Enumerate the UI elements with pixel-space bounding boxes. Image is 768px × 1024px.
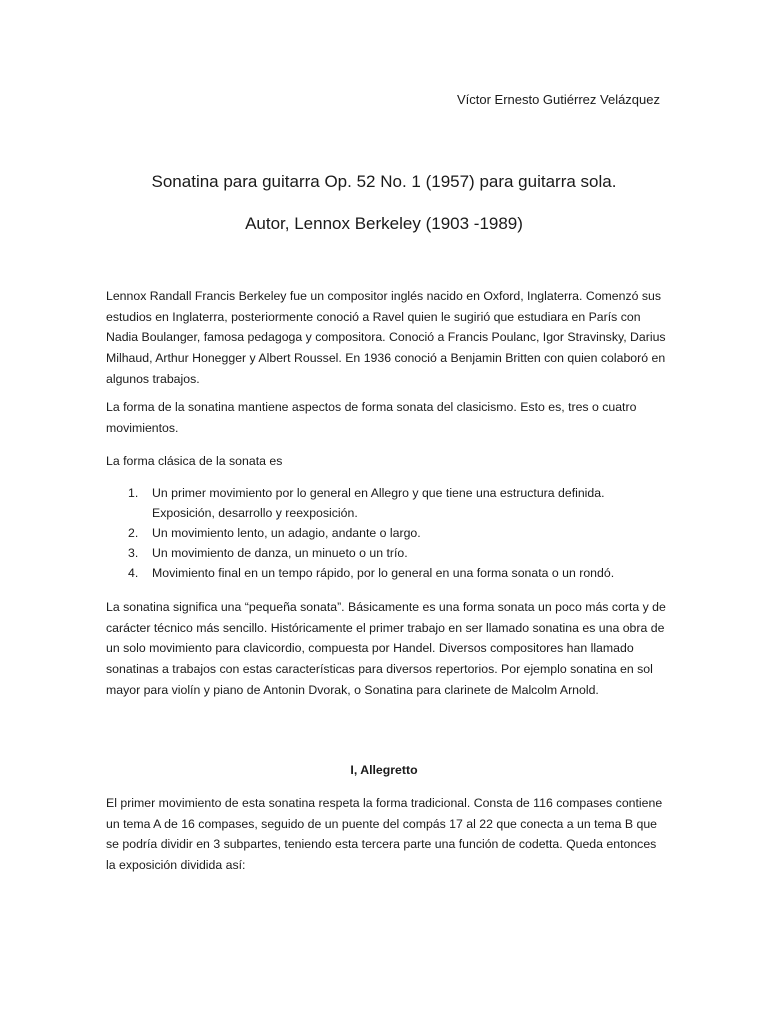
movements-list <box>106 483 666 583</box>
list-item <box>106 543 666 563</box>
document-title: Sonatina para guitarra Op. 52 No. 1 (1957) para guitarra sola. <box>151 172 617 191</box>
list-item <box>106 523 666 543</box>
list-item-text: Movimiento final en un tempo rápido, por lo general en una forma sonata o un rondó. <box>152 566 615 580</box>
list-number: 2. <box>128 526 139 540</box>
paragraph-classic-form-intro: La forma clásica de la sonata es <box>106 454 283 468</box>
list-item <box>106 483 666 523</box>
list-number: 1. <box>128 486 139 500</box>
list-number: 4. <box>128 566 139 580</box>
paragraph-biography: Lennox Randall Francis Berkeley fue un compositor inglés nacido en Oxford, Inglaterra. Comenzó sus estudios en Inglaterra, posteriormente conoció a Ravel quien le sugirió que estudiara en París con Nadia Boulanger, famosa pedagoga y compositora. Conoció a Francis Poulanc, Igor Stravinsky, Darius Milhaud, Arthur Honegger y Albert Roussel. En 1936 conoció a Benjamin Britten con quien colaboró en algunos trabajos. <box>106 289 666 386</box>
document-subtitle: Autor, Lennox Berkeley (1903 -1989) <box>245 214 523 233</box>
list-item <box>106 563 666 583</box>
list-item-text: Un movimiento de danza, un minueto o un trío. <box>152 546 408 560</box>
paragraph-sonatina-form: La forma de la sonatina mantiene aspectos de forma sonata del clasicismo. Esto es, tres o cuatro movimientos. <box>106 400 637 435</box>
paragraph-first-movement: El primer movimiento de esta sonatina respeta la forma tradicional. Consta de 116 compases contiene un tema A de 16 compases, seguido de un puente del compás 17 al 22 que conecta a un tema B que se podría dividir en 3 subpartes, teniendo esta tercera parte una función de codetta. Queda entonces la exposición dividida así: <box>106 796 663 873</box>
section-heading: I, Allegretto <box>350 763 418 777</box>
list-item-text: Un movimiento lento, un adagio, andante o largo. <box>152 526 421 540</box>
paragraph-sonatina-meaning: La sonatina significa una “pequeña sonata”. Básicamente es una forma sonata un poco más corta y de carácter técnico más sencillo. Históricamente el primer trabajo en ser llamado sonatina es una obra de un solo movimiento para clavicordio, compuesta por Handel. Diversos compositores han llamado sonatinas a trabajos con estas características para diversos repertorios. Por ejemplo sonatina en sol mayor para violín y piano de Antonin Dvorak, o Sonatina para clarinete de Malcolm Arnold. <box>106 600 666 697</box>
author-name: Víctor Ernesto Gutiérrez Velázquez <box>456 92 660 107</box>
list-item-text: Un primer movimiento por lo general en Allegro y que tiene una estructura definida. Exposición, desarrollo y reexposición. <box>152 486 605 520</box>
list-number: 3. <box>128 546 139 560</box>
